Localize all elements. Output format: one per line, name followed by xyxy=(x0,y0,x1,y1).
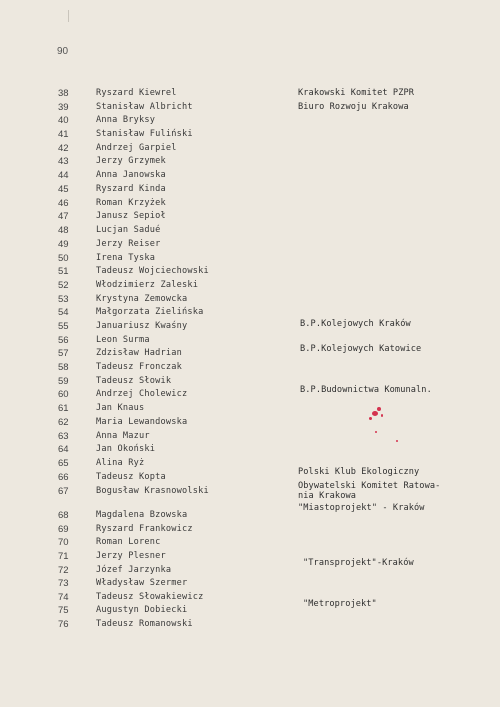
entry-name: Jan Knaus xyxy=(96,403,145,413)
institution-polski-klub: Polski Klub Ekologiczny xyxy=(298,467,420,477)
entry-name: Januariusz Kwaśny xyxy=(96,321,188,331)
entry-number: 43 xyxy=(58,156,69,167)
entry-number: 62 xyxy=(58,417,69,428)
entry-number: 66 xyxy=(58,472,69,483)
entry-name: Ryszard Kiewrel xyxy=(96,88,177,98)
entry-name: Jerzy Plesner xyxy=(96,551,166,561)
entry-name: Zdzisław Hadrian xyxy=(96,348,182,358)
entry-number: 59 xyxy=(58,376,69,387)
entry-name: Ryszard Kinda xyxy=(96,184,166,194)
entry-name: Włodzimierz Zaleski xyxy=(96,280,199,290)
entry-number: 44 xyxy=(58,170,69,181)
entry-number: 68 xyxy=(58,510,69,521)
entry-name: Janusz Sepioł xyxy=(96,211,166,221)
institution-transprojekt: "Transprojekt"-Kraków xyxy=(303,558,414,568)
entry-name: Tadeusz Fronczak xyxy=(96,362,182,372)
entry-number: 71 xyxy=(58,551,69,562)
entry-number: 72 xyxy=(58,565,69,576)
entry-number: 39 xyxy=(58,102,69,113)
entry-number: 46 xyxy=(58,198,69,209)
page-number: 90 xyxy=(57,46,69,57)
entry-name: Tadeusz Kopta xyxy=(96,472,166,482)
entry-name: Anna Janowska xyxy=(96,170,166,180)
entry-number: 57 xyxy=(58,348,69,359)
entry-number: 40 xyxy=(58,115,69,126)
entry-number: 47 xyxy=(58,211,69,222)
entry-number: 67 xyxy=(58,486,69,497)
entry-number: 58 xyxy=(58,362,69,373)
entry-name: Maria Lewandowska xyxy=(96,417,188,427)
entry-number: 64 xyxy=(58,444,69,455)
entry-number: 51 xyxy=(58,266,69,277)
entry-number: 60 xyxy=(58,389,69,400)
entry-name: Roman Lorenc xyxy=(96,537,161,547)
entry-number: 61 xyxy=(58,403,69,414)
entry-number: 56 xyxy=(58,335,69,346)
entry-name: Tadeusz Wojciechowski xyxy=(96,266,209,276)
entry-name: Władysław Szermer xyxy=(96,578,188,588)
entry-number: 75 xyxy=(58,605,69,616)
scan-mark xyxy=(68,10,69,22)
institution-bp-kolejowych-katowice: B.P.Kolejowych Katowice xyxy=(300,344,422,354)
entry-number: 76 xyxy=(58,619,69,630)
entry-number: 45 xyxy=(58,184,69,195)
entry-number: 42 xyxy=(58,143,69,154)
entry-name: Roman Krzyżek xyxy=(96,198,166,208)
institution-metroprojekt: "Metroprojekt" xyxy=(303,599,377,609)
entry-number: 54 xyxy=(58,307,69,318)
entry-number: 50 xyxy=(58,253,69,264)
entry-name: Stanisław Albricht xyxy=(96,102,193,112)
entry-number: 49 xyxy=(58,239,69,250)
entry-name: Anna Bryksy xyxy=(96,115,156,125)
entry-number: 65 xyxy=(58,458,69,469)
entry-name: Andrzej Cholewicz xyxy=(96,389,188,399)
entry-name: Bogusław Krasnowolski xyxy=(96,486,209,496)
entry-name: Alina Ryż xyxy=(96,458,145,468)
entry-name: Ryszard Frankowicz xyxy=(96,524,193,534)
entry-name: Jerzy Reiser xyxy=(96,239,161,249)
institution-krakowski-komitet: Krakowski Komitet PZPR xyxy=(298,88,415,98)
institution-bp-budownictwa: B.P.Budownictwa Komunaln. xyxy=(300,385,432,395)
institution-biuro-rozwoju: Biuro Rozwoju Krakowa xyxy=(298,102,409,112)
entry-number: 69 xyxy=(58,524,69,535)
entry-name: Irena Tyska xyxy=(96,253,156,263)
institution-bp-kolejowych-krakow: B.P.Kolejowych Kraków xyxy=(300,319,411,329)
entry-number: 70 xyxy=(58,537,69,548)
entry-name: Krystyna Zemowcka xyxy=(96,294,188,304)
entry-number: 52 xyxy=(58,280,69,291)
entry-name: Magdalena Bzowska xyxy=(96,510,188,520)
entry-number: 53 xyxy=(58,294,69,305)
entry-name: Tadeusz Romanowski xyxy=(96,619,193,629)
entry-name: Anna Mazur xyxy=(96,431,150,441)
entry-number: 63 xyxy=(58,431,69,442)
entry-name: Tadeusz Słowik xyxy=(96,376,172,386)
entry-number: 48 xyxy=(58,225,69,236)
entry-name: Leon Surma xyxy=(96,335,150,345)
entry-name: Stanisław Fuliński xyxy=(96,129,193,139)
entry-name: Augustyn Dobiecki xyxy=(96,605,188,615)
entry-number: 38 xyxy=(58,88,69,99)
entry-number: 41 xyxy=(58,129,69,140)
entry-name: Małgorzata Zielińska xyxy=(96,307,204,317)
entry-number: 55 xyxy=(58,321,69,332)
entry-name: Lucjan Sadué xyxy=(96,225,161,235)
institution-obywatelski-komitet: Obywatelski Komitet Ratowa- nia Krakowa xyxy=(298,481,441,501)
entry-name: Tadeusz Słowakiewicz xyxy=(96,592,204,602)
entry-name: Jerzy Grzymek xyxy=(96,156,166,166)
entry-number: 74 xyxy=(58,592,69,603)
entry-number: 73 xyxy=(58,578,69,589)
entry-name: Jan Okoński xyxy=(96,444,156,454)
entry-name: Józef Jarzynka xyxy=(96,565,172,575)
entry-name: Andrzej Garpiel xyxy=(96,143,177,153)
institution-miastoprojekt: "Miastoprojekt" - Kraków xyxy=(298,503,425,513)
